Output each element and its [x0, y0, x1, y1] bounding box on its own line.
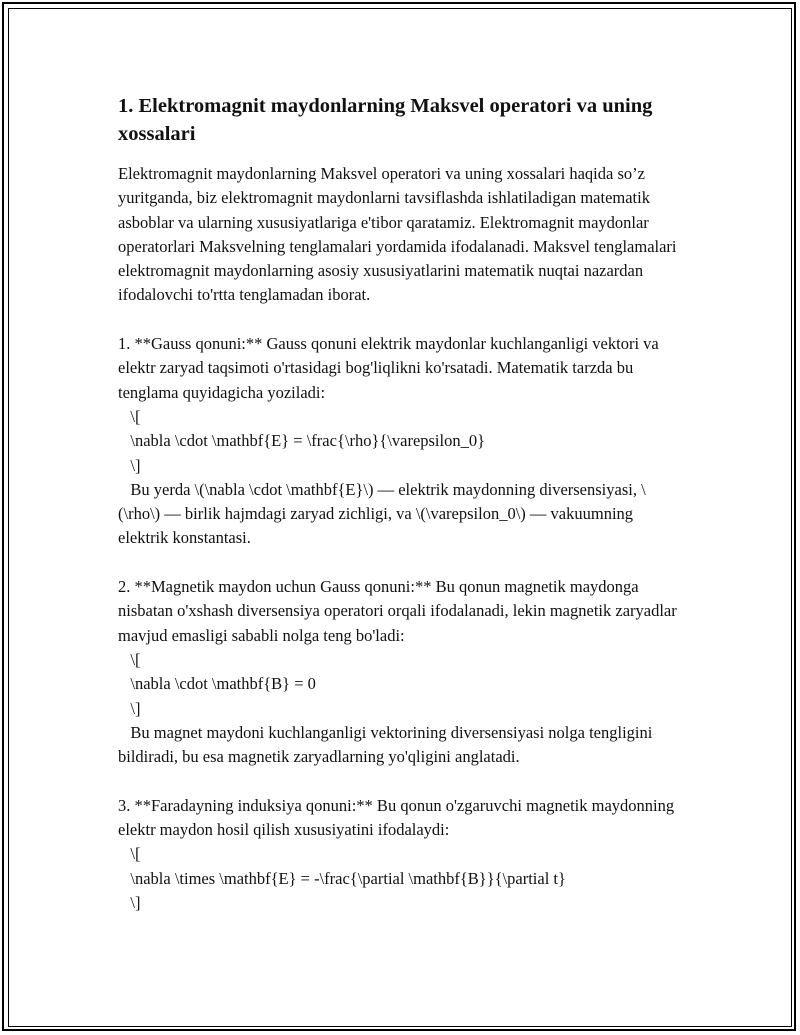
paragraph-spacer	[118, 551, 683, 575]
paragraph-spacer	[118, 308, 683, 332]
section-heading: 1. Elektromagnit maydonlarning Maksvel operatori va uning xossalari	[118, 95, 653, 145]
paragraph-spacer	[118, 769, 683, 793]
gauss-law-paragraph: 1. **Gauss qonuni:** Gauss qonuni elektrik maydonlar kuchlanganligi vektori va elektr zaryad taqsimoti o'rtasidagi bog'liqlikni ko'rsatadi. Matematik tarzda bu tenglama quyidagicha yoziladi: \[ \nabla \cdot \mathbf{E} = \frac{\rho}{\varepsilon_0} \] Bu yerda \(\nabla \cdot \mathbf{E}\) — elektrik maydonning diversensiyasi, \(\rho\) — birlik hajmdagi zaryad zichligi, va \(\varepsilon_0\) — vakuumning elektrik konstantasi.	[118, 334, 659, 548]
magnetic-gauss-law-paragraph: 2. **Magnetik maydon uchun Gauss qonuni:** Bu qonun magnetik maydonga nisbatan o'xshash diversensiya operatori orqali ifodalanadi, lekin magnetik zaryadlar mavjud emasligi sababli nolga teng bo'ladi: \[ \nabla \cdot \mathbf{B} = 0 \] Bu magnet maydoni kuchlanganligi vektorining diversensiyasi nolga tengligini bildiradi, bu esa magnetik zaryadlarning yo'qligini anglatadi.	[118, 577, 677, 767]
faraday-law-paragraph: 3. **Faradayning induksiya qonuni:** Bu qonun o'zgaruvchi magnetik maydonning elektr maydon hosil qilish xususiyatini ifodalaydi: \[ \nabla \times \mathbf{E} = -\frac{\partial \mathbf{B}}{\partial t} \]	[118, 795, 675, 912]
intro-paragraph: Elektromagnit maydonlarning Maksvel operatori va uning xossalari haqida so’z yuritganda, biz elektromagnit maydonlarni tavsiflashda ishlatiladigan matematik asboblar va ularning xususiyatlariga e'tibor qaratamiz. Elektromagnit maydonlar operatorlari Maksvelning tenglamalari yordamida ifodalanadi. Maksvel tenglamalari elektromagnit maydonlarning asosiy xususiyatlarini matematik nuqtai nazardan ifodalovchi to'rtta tenglamadan iborat.	[118, 164, 681, 305]
document-body	[118, 92, 683, 915]
